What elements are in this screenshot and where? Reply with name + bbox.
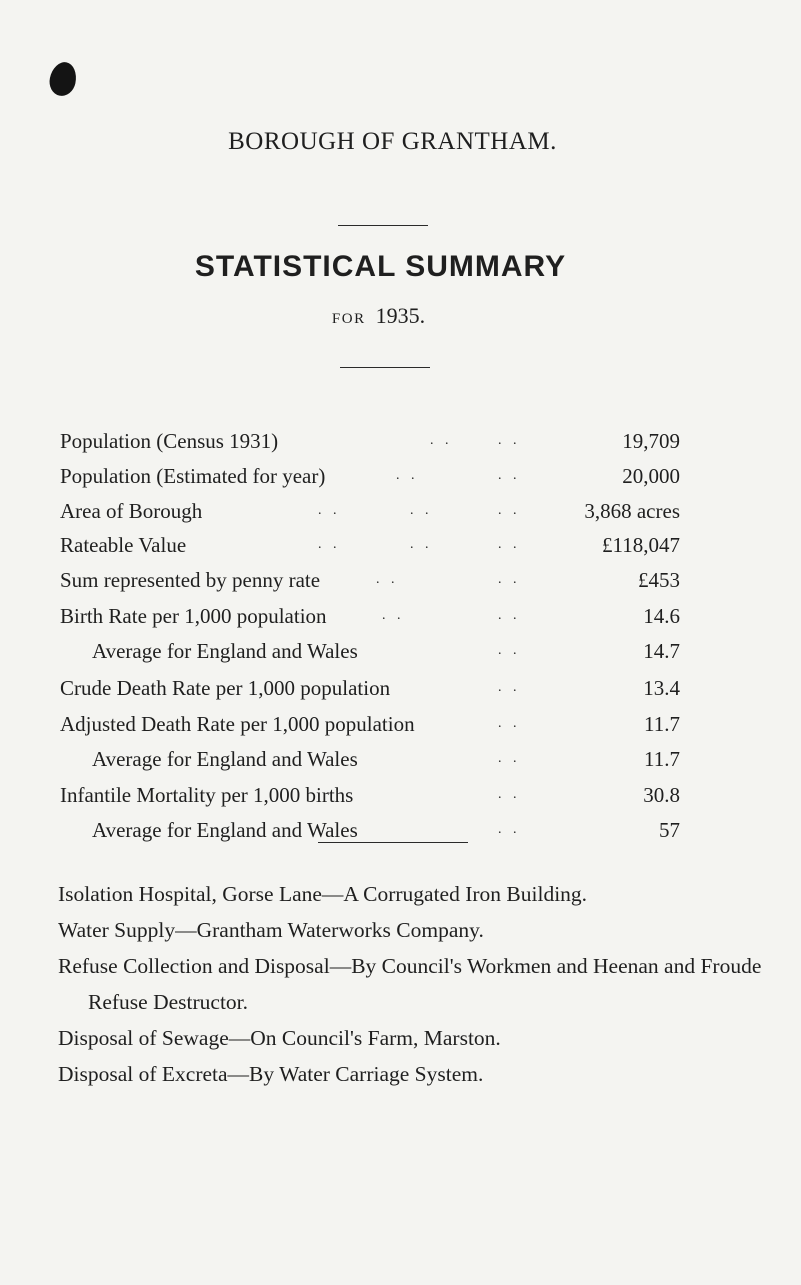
leader-dots: . . — [318, 502, 341, 518]
stat-row — [60, 563, 700, 598]
stat-label: Adjusted Death Rate per 1,000 population — [60, 711, 415, 736]
stat-label: Sum represented by penny rate — [60, 568, 321, 593]
stat-value: £453 — [638, 568, 680, 593]
note-sewage-disposal: Disposal of Sewage—On Council's Farm, Marston. — [58, 1026, 501, 1050]
stat-value: 11.7 — [644, 711, 680, 736]
stat-label: Average for England and Wales — [92, 817, 358, 842]
stat-label: Population (Estimated for year) — [60, 463, 326, 488]
divider-rule — [340, 367, 430, 368]
stat-label: Rateable Value — [60, 533, 187, 558]
for-word: FOR — [331, 311, 366, 327]
divider-rule — [338, 225, 428, 226]
stat-row — [60, 528, 700, 563]
borough-title: BOROUGH OF GRANTHAM. — [228, 128, 557, 155]
stat-value: 57 — [659, 817, 680, 842]
stat-value: £118,047 — [602, 533, 680, 558]
ink-blot-mark — [47, 60, 80, 99]
note-isolation-hospital: Isolation Hospital, Gorse Lane—A Corrugated Iron Building. — [58, 882, 588, 906]
stat-value: 19,709 — [622, 429, 680, 453]
stat-row — [60, 599, 700, 634]
services-notes — [58, 876, 788, 1092]
divider-rule — [318, 842, 468, 843]
leader-dots: . . — [498, 608, 521, 624]
stat-row — [60, 742, 700, 777]
stat-label: Average for England and Wales — [92, 746, 358, 771]
stat-label: Infantile Mortality per 1,000 births — [60, 782, 354, 807]
stat-value: 14.7 — [643, 639, 680, 664]
leader-dots: . . — [498, 643, 521, 659]
stat-row — [60, 778, 700, 813]
leader-dots: . . — [498, 750, 521, 766]
leader-dots: . . — [498, 433, 521, 448]
stat-label: Birth Rate per 1,000 population — [60, 604, 327, 629]
summary-year — [0, 303, 779, 329]
year: 1935. — [375, 303, 426, 328]
leader-dots: . . — [318, 537, 341, 553]
stat-value: 13.4 — [643, 675, 680, 700]
summary-title: STATISTICAL SUMMARY — [194, 250, 567, 283]
leader-dots: . . — [498, 537, 521, 553]
stat-label: Average for England and Wales — [92, 639, 358, 664]
stat-label: Area of Borough — [60, 498, 203, 523]
stat-row — [60, 671, 700, 706]
leader-dots: . . — [498, 786, 521, 802]
stat-value: 14.6 — [643, 604, 680, 629]
stat-label: Population (Census 1931) — [60, 429, 279, 453]
leader-dots: . . — [498, 572, 521, 588]
stat-row — [60, 424, 700, 459]
statistics-list — [60, 424, 700, 848]
stat-value: 30.8 — [643, 782, 680, 807]
leader-dots: . . — [498, 502, 521, 518]
note-water-supply: Water Supply—Grantham Waterworks Company. — [58, 918, 484, 942]
leader-dots: . . — [382, 608, 405, 624]
stat-row — [60, 707, 700, 742]
leader-dots: . . — [498, 679, 521, 695]
leader-dots: . . — [498, 467, 521, 483]
leader-dots: . . — [430, 433, 453, 448]
stat-value: 20,000 — [622, 463, 680, 488]
stat-row — [60, 494, 700, 529]
leader-dots: . . — [410, 537, 433, 553]
stat-row — [60, 634, 700, 669]
leader-dots: . . — [396, 467, 419, 483]
stat-value: 11.7 — [644, 746, 680, 771]
stat-value: 3,868 acres — [584, 498, 680, 523]
leader-dots: . . — [498, 715, 521, 731]
note-excreta-disposal: Disposal of Excreta—By Water Carriage System. — [58, 1062, 484, 1086]
stat-row — [60, 459, 700, 494]
leader-dots: . . — [376, 572, 399, 588]
stat-label: Crude Death Rate per 1,000 population — [60, 675, 391, 700]
leader-dots: . . — [410, 502, 433, 518]
leader-dots: . . — [498, 821, 521, 837]
note-refuse-collection: Refuse Collection and Disposal—By Council's Workmen and Heenan and Froude Refuse Destructor. — [58, 954, 762, 1014]
